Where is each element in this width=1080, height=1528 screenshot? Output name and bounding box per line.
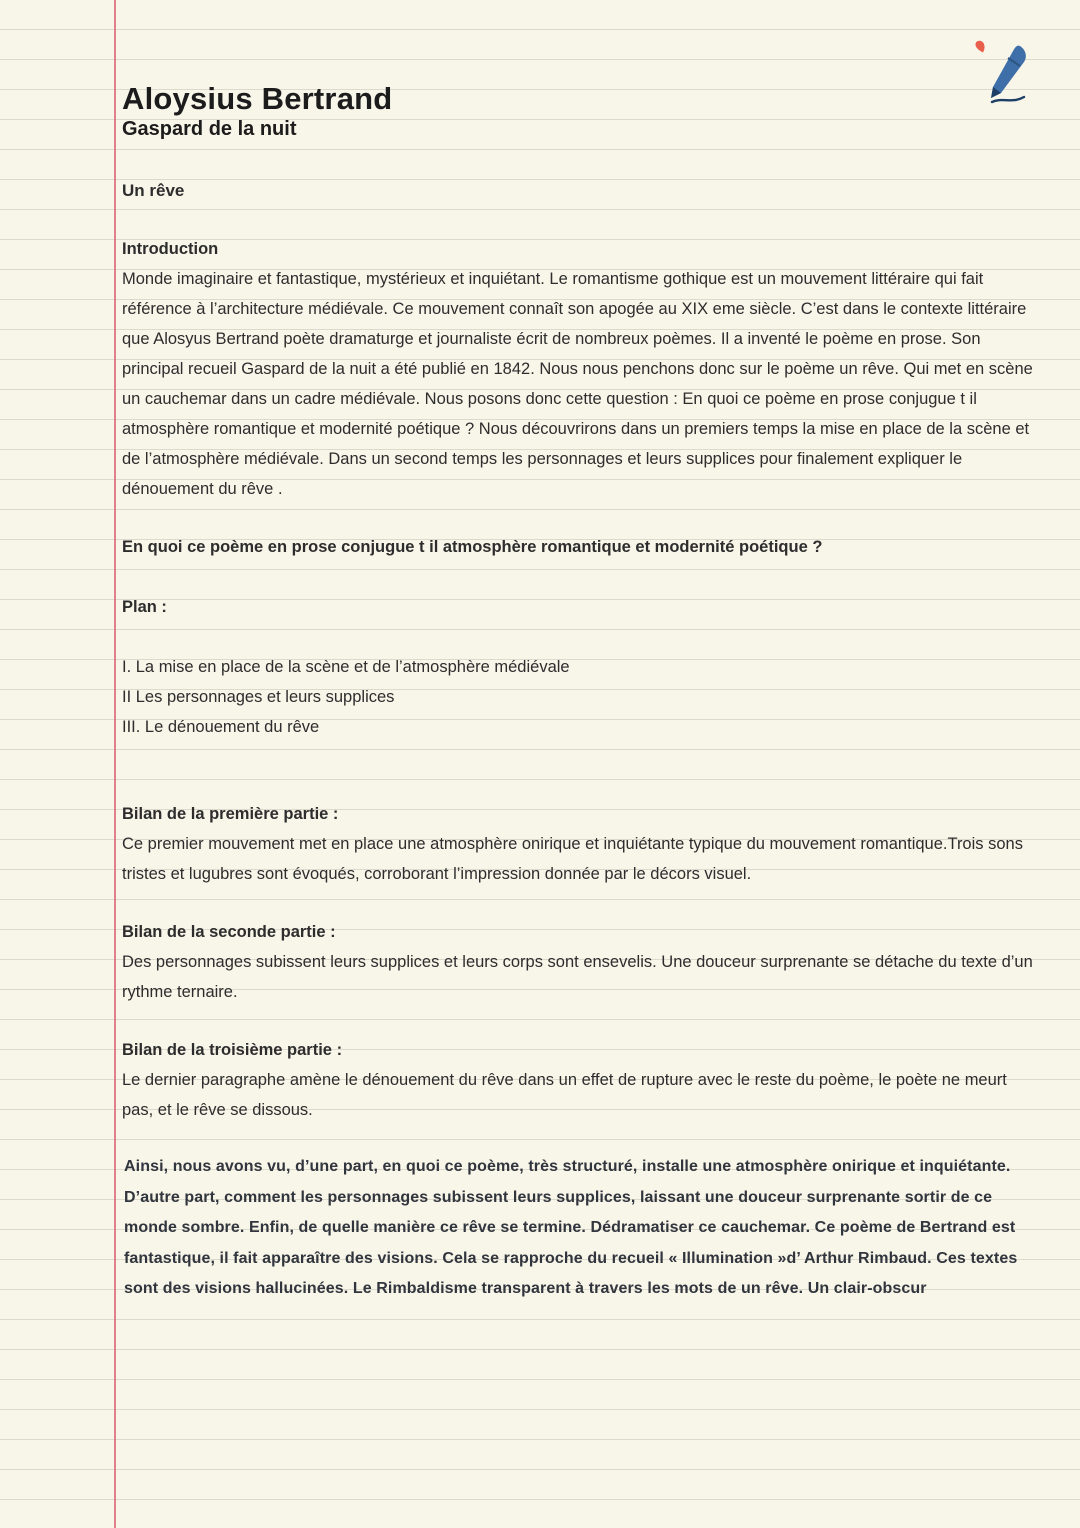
bilan-3-body: Le dernier paragraphe amène le dénouement du rêve dans un effet de rupture avec le reste du poème, le poète ne meurt pas, et le rêve se dissous. [122, 1071, 1007, 1119]
plan-item-1: I. La mise en place de la scène et de l’atmosphère médiévale [122, 658, 570, 676]
page-title: Aloysius Bertrand [122, 81, 393, 116]
bilan-1-body: Ce premier mouvement met en place une atmosphère onirique et inquiétante typique du mouvement romantique.Trois sons tristes et lugubres sont évoqués, corroborant l’impression donnée par le décors visuel. [122, 835, 1023, 883]
intro-heading: Introduction [122, 240, 219, 258]
bilan-2-heading: Bilan de la seconde partie : [122, 923, 336, 941]
plan-heading: Plan : [122, 598, 167, 616]
bilan-1-heading: Bilan de la première partie : [122, 805, 339, 823]
plan-item-3: III. Le dénouement du rêve [122, 718, 320, 736]
plan-list [122, 652, 1036, 742]
plan-item-2: II Les personnages et leurs supplices [122, 688, 395, 706]
bilan-3-heading: Bilan de la troisième partie : [122, 1041, 343, 1059]
doc-heading-un-reve: Un rêve [122, 181, 185, 200]
page-subtitle: Gaspard de la nuit [122, 118, 297, 140]
problem-question: En quoi ce poème en prose conjugue t il atmosphère romantique et modernité poétique ? [122, 538, 823, 556]
bilan-2-body: Des personnages subissent leurs supplices et leurs corps sont ensevelis. Une douceur surprenante se détache du texte d’un rythme ternaire. [122, 953, 1033, 1001]
intro-body: Monde imaginaire et fantastique, mystérieux et inquiétant. Le romantisme gothique est un mouvement littéraire qui fait référence à l’architecture médiévale. Ce mouvement connaît son apogée au XIX eme siècle. C’est dans le contexte littéraire que Alosyus Bertrand poète dramaturge et journaliste écrit de nombreux poèmes. Il a inventé le poème en prose. Son principal recueil Gaspard de la nuit a été publié en 1842. Nous nous penchons donc sur le poème un rêve. Qui met en scène un cauchemar dans un cadre médiévale. Nous posons donc cette question : En quoi ce poème en prose conjugue t il atmosphère romantique et modernité poétique ? Nous découvrirons dans un premiers temps la mise en place de la scène et de l’atmosphère médiévale. Dans un second temps les personnages et leurs supplices pour finalement expliquer le dénouement du rêve . [122, 270, 1033, 498]
conclusion-paragraph: Ainsi, nous avons vu, d’une part, en quoi ce poème, très structuré, installe une atmosphère onirique et inquiétante. D’autre part, comment les personnages subissent leurs supplices, laissant une douceur surprenante sortir de ce monde sombre. Enfin, de quelle manière ce rêve se termine. Dédramatiser ce cauchemar. Ce poème de Bertrand est fantastique, il fait apparaître des visions. Cela se rapproche du recueil « Illumination »d’ Arthur Rimbaud. Ces textes sont des visions hallucinées. Le Rimbaldisme transparent à travers les mots de un rêve. Un clair-obscur [124, 1158, 1018, 1297]
